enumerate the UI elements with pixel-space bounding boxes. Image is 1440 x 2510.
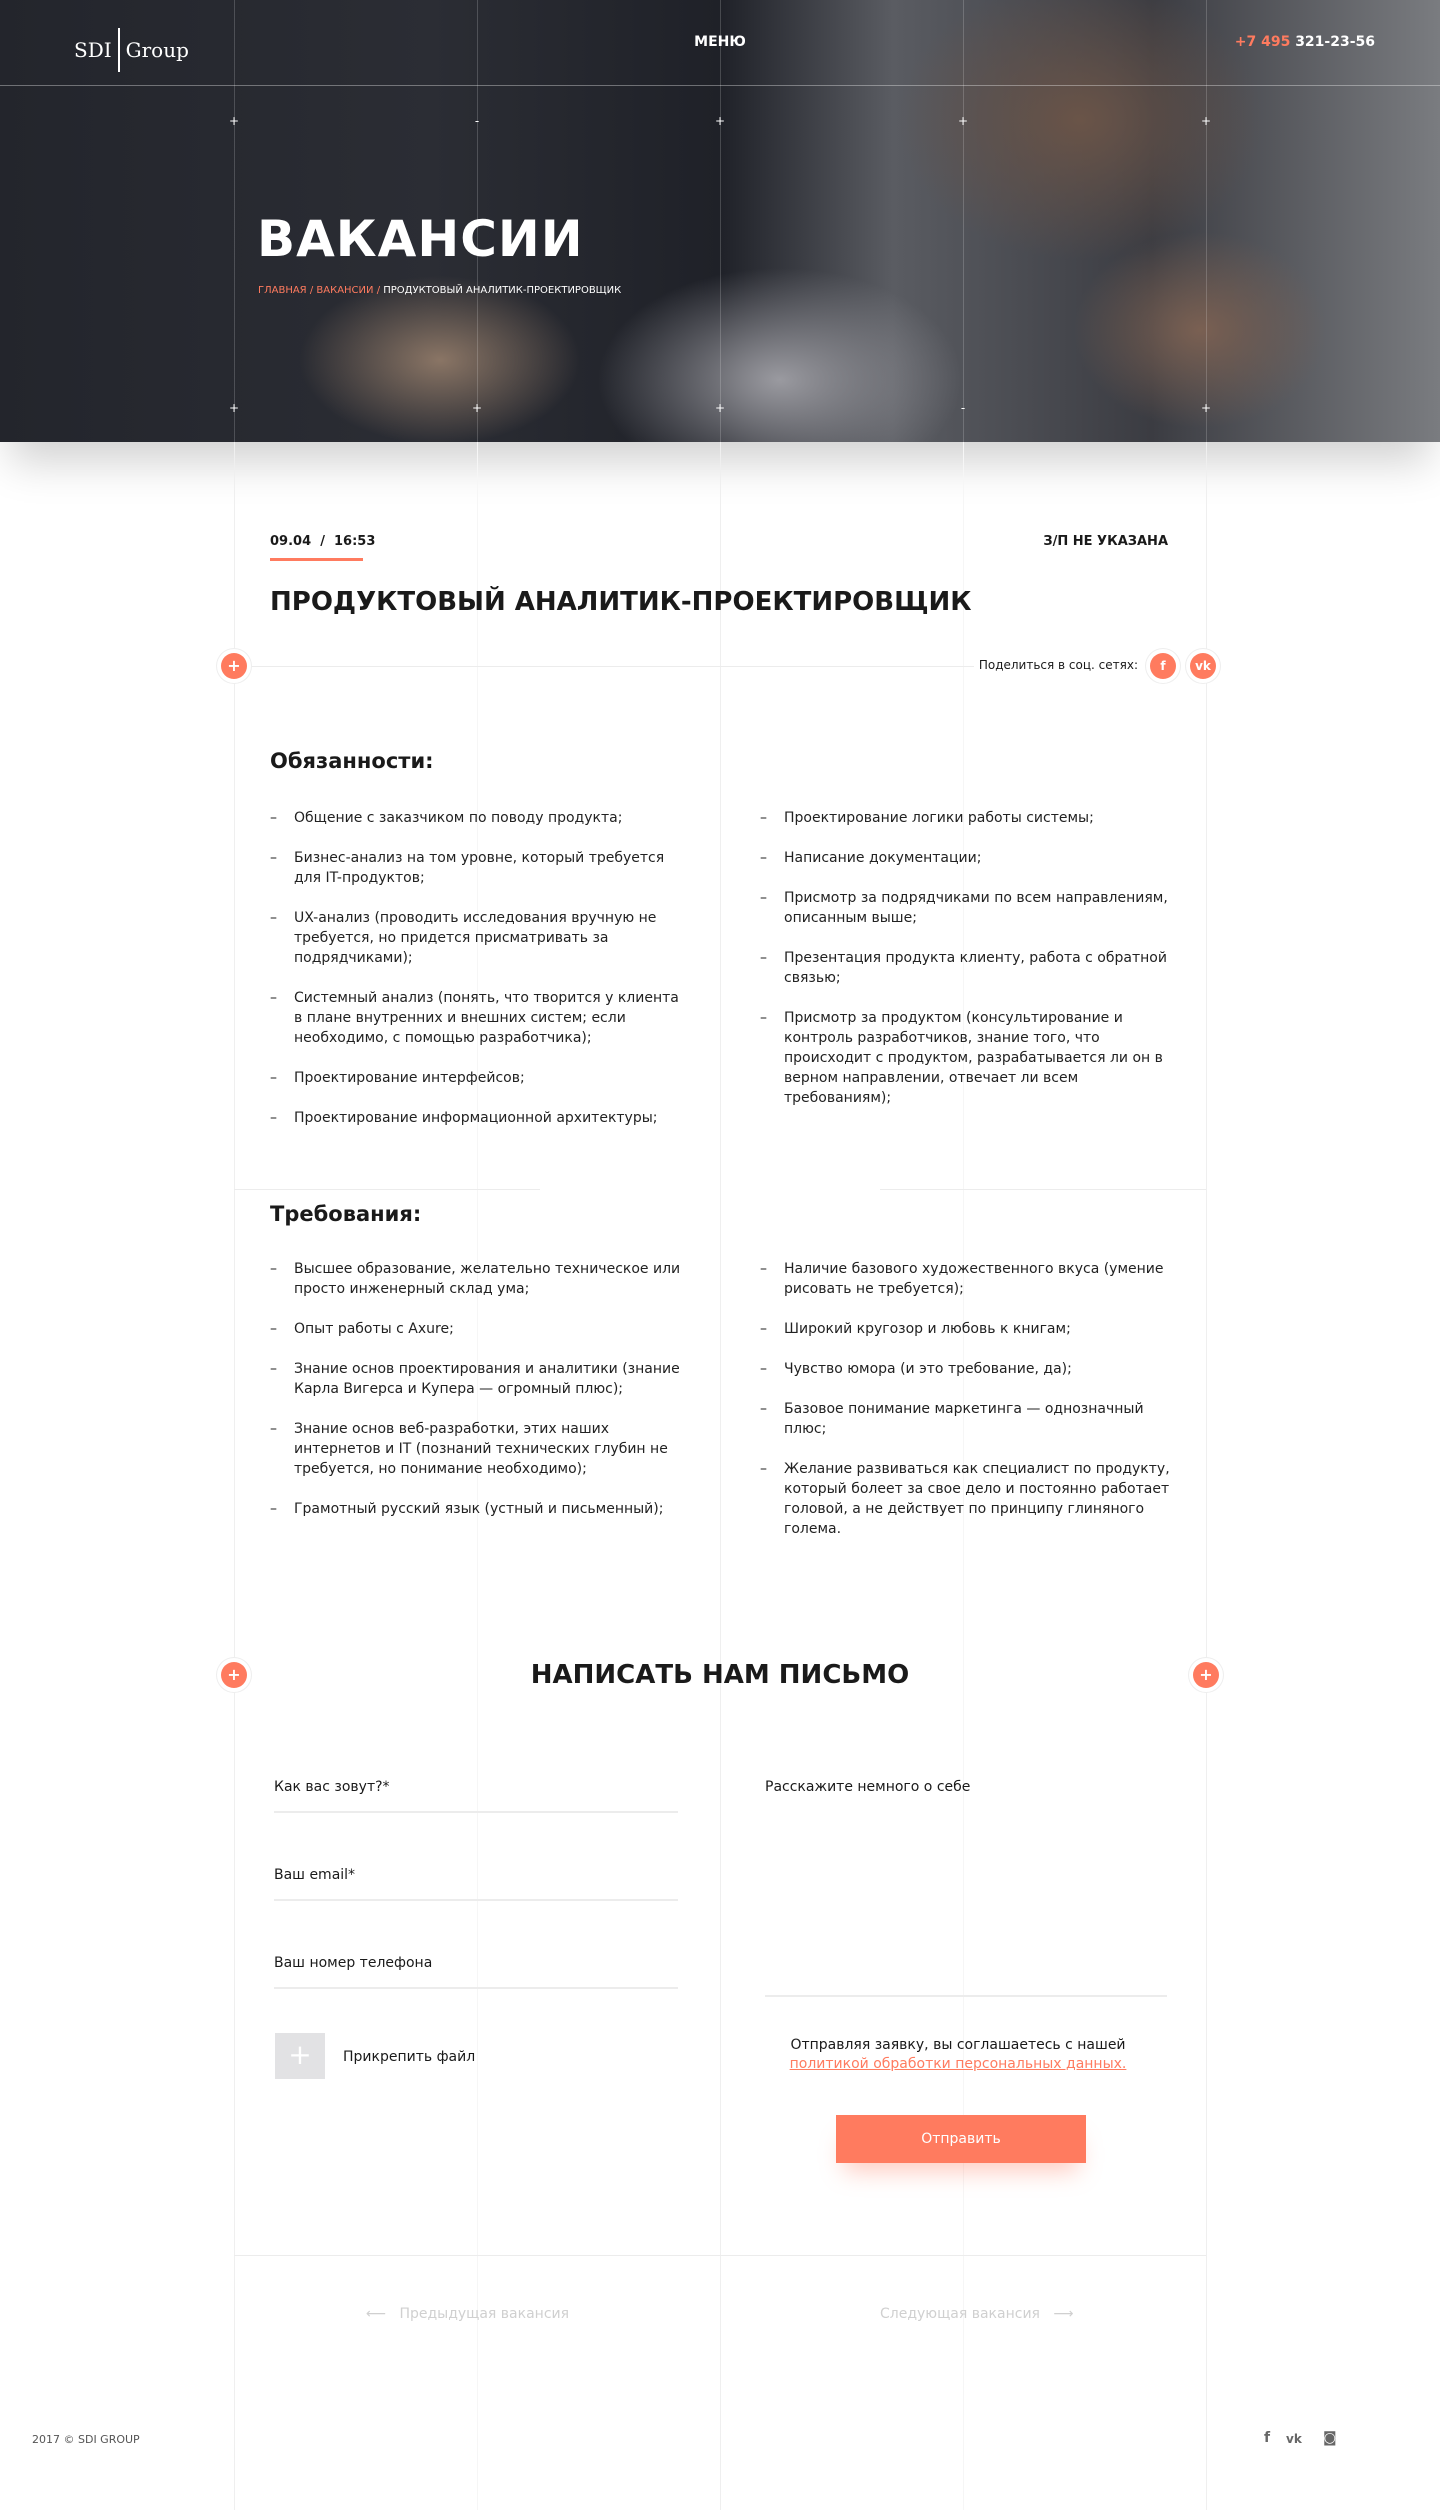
list-item: – Опыт работы с Axure; (270, 1319, 690, 1339)
submit-button[interactable]: Отправить (836, 2115, 1086, 2163)
prev-vacancy-link[interactable]: ⟵ Предыдущая вакансия (366, 2306, 570, 2322)
date-underline (270, 558, 363, 561)
list-item: – Общение с заказчиком по поводу продукта; (270, 808, 690, 828)
breadcrumb-current: ПРОДУКТОВЫЙ АНАЛИТИК-ПРОЕКТИРОВЩИК (383, 285, 622, 296)
list-item: – Проектирование интерфейсов; (270, 1068, 690, 1088)
share-label: Поделиться в соц. сетях: (978, 658, 1138, 672)
facebook-icon[interactable]: f (1264, 2430, 1271, 2446)
list-item: – Присмотр за продуктом (консультирование и контроль разработчиков, знание того, что происходит с продуктом, разрабатывается ли он в верном направлении, отвечает ли всем требованиям); (760, 1008, 1180, 1108)
attach-file-button[interactable] (275, 2033, 325, 2079)
list-item: – Системный анализ (понять, что творится у клиента в плане внутренних и внешних систем; если необходимо, с помощью разработчика); (270, 988, 690, 1048)
facebook-icon[interactable]: f (1150, 653, 1176, 679)
duties-list-left (270, 808, 690, 1148)
salary: З/П НЕ УКАЗАНА (1043, 534, 1168, 549)
privacy-policy-link[interactable]: политикой обработки персональных данных. (789, 2056, 1127, 2072)
vacancy-date: 09.04 / 16:53 (270, 534, 376, 549)
consent-text: Отправляя заявку, вы соглашаетесь с нашей политикой обработки персональных данных. (789, 2037, 1127, 2072)
phone-link[interactable]: +7 495 321-23-56 (1234, 34, 1375, 50)
email-input[interactable]: Ваш email* (274, 1867, 678, 1901)
menu-button[interactable]: МЕНЮ (694, 34, 746, 50)
duties-heading: Обязанности: (270, 749, 434, 773)
header-divider (0, 85, 1440, 86)
list-item: – Знание основ веб-разработки, этих наших интернетов и IT (познаний технических глубин не требуется, но понимание необходимо); (270, 1419, 690, 1479)
next-vacancy-link[interactable]: Следующая вакансия ⟶ (880, 2306, 1074, 2322)
plus-icon: + (288, 2038, 312, 2071)
requirements-heading: Требования: (270, 1202, 422, 1226)
divider (234, 1189, 540, 1190)
list-item: – Наличие базового художественного вкуса (умение рисовать не требуется); (760, 1259, 1180, 1299)
vacancy-title: ПРОДУКТОВЫЙ АНАЛИТИК-ПРОЕКТИРОВЩИК (270, 587, 972, 617)
copyright: 2017 © SDI GROUP (32, 2433, 140, 2446)
list-item: – Высшее образование, желательно техническое или просто инженерный склад ума; (270, 1259, 690, 1299)
list-item: – Проектирование логики работы системы; (760, 808, 1180, 828)
form-heading: НАПИСАТЬ НАМ ПИСЬМО (530, 1660, 910, 1690)
list-item: – Проектирование информационной архитектуры; (270, 1108, 690, 1128)
list-item: – Базовое понимание маркетинга — однозначный плюс; (760, 1399, 1180, 1439)
list-item: – UX-анализ (проводить исследования вручную не требуется, но придется присматривать за подрядчиками); (270, 908, 690, 968)
divider (880, 1189, 1206, 1190)
breadcrumb-home[interactable]: ГЛАВНАЯ (258, 285, 307, 296)
list-item: – Чувство юмора (и это требование, да); (760, 1359, 1180, 1379)
requirements-list-left (270, 1259, 690, 1539)
divider (234, 666, 974, 667)
list-item: – Присмотр за подрядчиками по всем направлениям, описанным выше; (760, 888, 1180, 928)
name-input[interactable]: Как вас зовут?* (274, 1779, 678, 1813)
arrow-left-icon: ⟵ (366, 2306, 387, 2322)
plus-icon: + (1193, 1662, 1219, 1688)
arrow-right-icon: ⟶ (1053, 2306, 1074, 2322)
vk-icon[interactable]: vk (1286, 2432, 1302, 2446)
list-item: – Презентация продукта клиенту, работа с обратной связью; (760, 948, 1180, 988)
list-item: – Широкий кругозор и любовь к книгам; (760, 1319, 1180, 1339)
list-item: – Знание основ проектирования и аналитики (знание Карла Вигерса и Купера — огромный плюс); (270, 1359, 690, 1399)
instagram-icon[interactable]: ◙ (1323, 2430, 1337, 2446)
duties-list-right (760, 808, 1180, 1128)
divider (234, 2255, 1206, 2256)
list-item: – Написание документации; (760, 848, 1180, 868)
list-item: – Грамотный русский язык (устный и письменный); (270, 1499, 690, 1519)
page-title: ВАКАНСИИ (257, 210, 584, 268)
vk-icon[interactable]: vk (1190, 653, 1216, 679)
list-item: – Желание развиваться как специалист по продукту, который болеет за свое дело и постоянно работает головой, а не действует по принципу глиняного голема. (760, 1459, 1180, 1539)
logo[interactable]: SDI Group (74, 28, 189, 72)
plus-icon: + (221, 653, 247, 679)
breadcrumb-vacancies[interactable]: ВАКАНСИИ (316, 285, 374, 296)
about-textarea[interactable]: Расскажите немного о себе (765, 1779, 1167, 1997)
attach-file-label[interactable]: Прикрепить файл (343, 2049, 476, 2065)
list-item: – Бизнес-анализ на том уровне, который требуется для IT-продуктов; (270, 848, 690, 888)
phone-input[interactable]: Ваш номер телефона (274, 1955, 678, 1989)
plus-icon: + (221, 1662, 247, 1688)
requirements-list-right (760, 1259, 1180, 1559)
hero-banner: + - + + + + + + - + SDI Group МЕНЮ +7 495 321-23-56 ВАКАНСИИ ГЛАВНАЯ / ВАКАНСИИ / ПРОДУКТОВЫЙ АНАЛИТИК-ПРОЕКТИРОВЩИК (0, 0, 1440, 442)
breadcrumb: ГЛАВНАЯ / ВАКАНСИИ / ПРОДУКТОВЫЙ АНАЛИТИК-ПРОЕКТИРОВЩИК (258, 285, 622, 296)
